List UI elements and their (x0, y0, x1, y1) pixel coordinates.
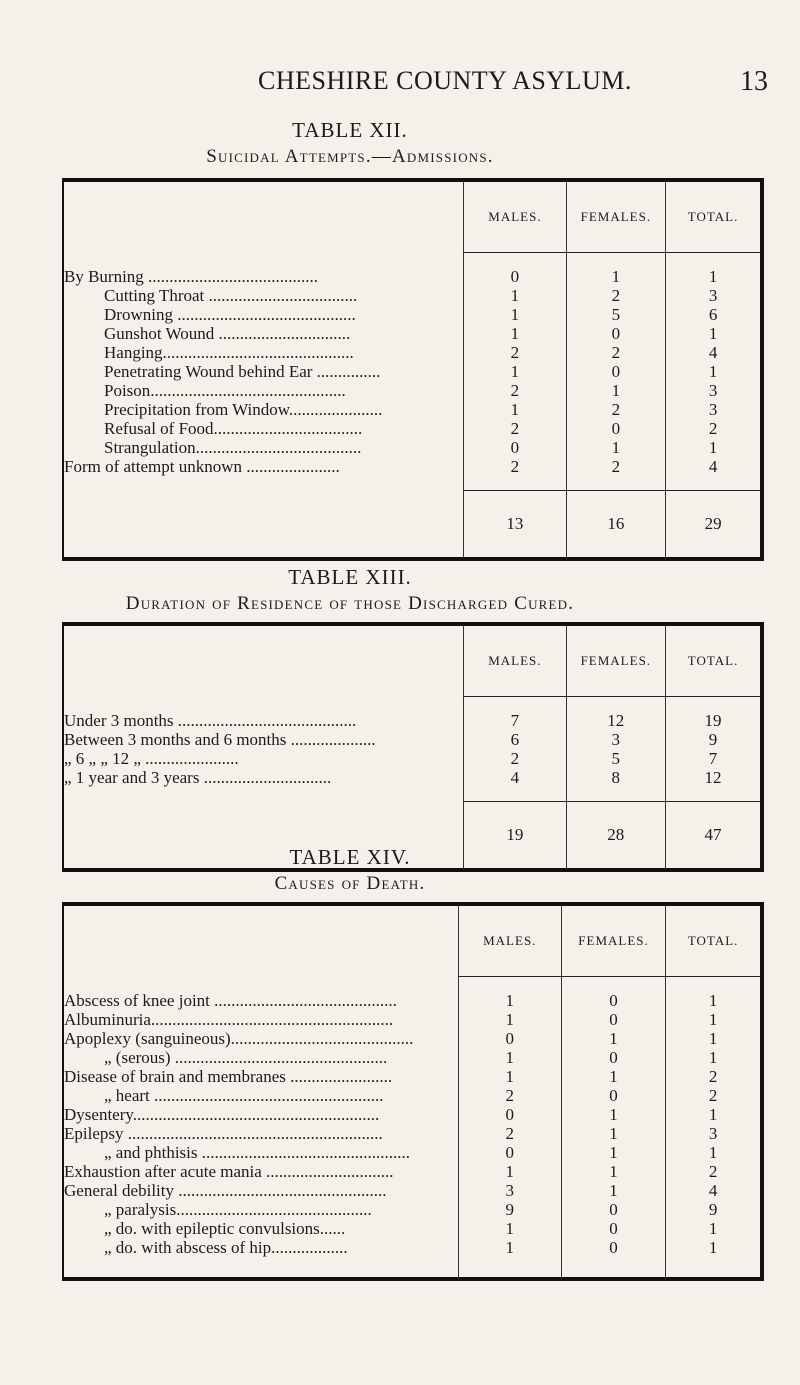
females-value: 1 (561, 1162, 665, 1181)
table-row (63, 324, 762, 343)
total-value: 2 (666, 1162, 762, 1181)
table-row (63, 438, 762, 457)
row-label: Apoplexy (sanguineous)........................................... (64, 1029, 414, 1048)
females-value: 1 (561, 1029, 665, 1048)
table-row (63, 1086, 762, 1105)
females-value: 5 (566, 749, 666, 768)
table-xiii-header-males: MALES. (464, 624, 566, 697)
table-xii-body (63, 253, 762, 560)
total-value: 1 (666, 1143, 762, 1162)
table-row (63, 381, 762, 400)
table-xii-header-total: TOTAL. (666, 180, 762, 253)
females-value: 1 (566, 381, 666, 400)
table-row (63, 1010, 762, 1029)
total-value: 1 (666, 324, 762, 343)
table-row (63, 305, 762, 324)
males-value: 2 (464, 381, 566, 400)
males-value: 4 (464, 768, 566, 787)
males-value: 0 (464, 267, 566, 286)
table-row (63, 286, 762, 305)
table-xiv-subtitle: Causes of Death. (274, 873, 426, 894)
females-value: 1 (561, 1067, 665, 1086)
table-xiv-header-males: MALES. (458, 904, 561, 977)
total-value: 12 (666, 768, 762, 787)
row-label: „ do. with epileptic convulsions...... (104, 1219, 346, 1238)
total-value: 6 (666, 305, 762, 324)
row-label: Form of attempt unknown ...................... (64, 457, 340, 476)
row-label: „ 1 year and 3 years .............................. (64, 768, 332, 787)
table-xiii-blank-header (63, 624, 464, 697)
total-value: 3 (666, 400, 762, 419)
females-value: 1 (566, 438, 666, 457)
total-value: 1 (666, 1238, 762, 1257)
males-value: 1 (458, 1238, 561, 1257)
table-row (63, 1162, 762, 1181)
running-head (0, 66, 800, 106)
males-value: 6 (464, 730, 566, 749)
females-value: 5 (566, 305, 666, 324)
grand-total: 29 (666, 491, 762, 560)
table-row (63, 1238, 762, 1257)
total-value: 4 (666, 457, 762, 476)
table-row (63, 711, 762, 730)
totals-label-blank (63, 491, 464, 560)
males-value: 1 (458, 1162, 561, 1181)
females-value: 2 (566, 286, 666, 305)
total-value: 1 (666, 1219, 762, 1238)
females-value: 3 (566, 730, 666, 749)
table-row (63, 768, 762, 787)
grand-total: 47 (666, 802, 762, 871)
males-value: 1 (458, 1010, 561, 1029)
total-value: 1 (666, 267, 762, 286)
males-value: 0 (458, 1143, 561, 1162)
total-value: 2 (666, 1067, 762, 1086)
total-value: 1 (666, 1105, 762, 1124)
females-value: 1 (561, 1124, 665, 1143)
males-value: 2 (464, 343, 566, 362)
row-label: Hanging............................................. (104, 343, 354, 362)
table-xii-title: TABLE XII. (292, 118, 408, 142)
table-xii (62, 178, 764, 561)
row-label: General debility ................................................. (64, 1181, 387, 1200)
table-row (63, 1124, 762, 1143)
table-xiv (62, 902, 764, 1281)
females-value: 0 (561, 1048, 665, 1067)
males-value: 1 (458, 991, 561, 1010)
table-row (63, 1219, 762, 1238)
males-value: 2 (464, 749, 566, 768)
females-value: 0 (566, 362, 666, 381)
table-xiii (62, 622, 764, 872)
males-value: 0 (464, 438, 566, 457)
total-value: 4 (666, 1181, 762, 1200)
row-label: By Burning ........................................ (64, 267, 319, 286)
row-label: Precipitation from Window...................... (104, 400, 383, 419)
males-value: 1 (464, 286, 566, 305)
table-xii-blank-header (63, 180, 464, 253)
table-row (63, 1048, 762, 1067)
total-value: 1 (666, 991, 762, 1010)
males-value: 1 (458, 1067, 561, 1086)
males-value: 1 (464, 400, 566, 419)
females-value: 2 (566, 457, 666, 476)
row-label: „ 6 „ „ 12 „ ...................... (64, 749, 239, 768)
females-value: 1 (561, 1105, 665, 1124)
spacer-row (63, 697, 762, 712)
row-label: Epilepsy ............................................................ (64, 1124, 383, 1143)
row-label: Under 3 months .......................................... (64, 711, 357, 730)
table-xiv-blank-header (63, 904, 458, 977)
table-row (63, 1181, 762, 1200)
females-value: 0 (561, 1238, 665, 1257)
totals-row (63, 491, 762, 560)
females-value: 0 (566, 324, 666, 343)
total-value: 3 (666, 381, 762, 400)
table-xiii-header-females: FEMALES. (566, 624, 666, 697)
table-xiv-body (63, 977, 762, 1280)
total-value: 2 (666, 1086, 762, 1105)
total-value: 3 (666, 1124, 762, 1143)
males-value: 9 (458, 1200, 561, 1219)
females-value: 2 (566, 343, 666, 362)
females-value: 0 (561, 1219, 665, 1238)
table-row (63, 749, 762, 768)
females-value: 12 (566, 711, 666, 730)
total-value: 1 (666, 1029, 762, 1048)
females-value: 0 (561, 991, 665, 1010)
spacer-row (63, 1257, 762, 1271)
total-value: 1 (666, 1010, 762, 1029)
table-xiii-header-total: TOTAL. (666, 624, 762, 697)
females-value: 2 (566, 400, 666, 419)
females-value: 8 (566, 768, 666, 787)
total-value: 2 (666, 419, 762, 438)
table-row (63, 267, 762, 286)
table-row (63, 1200, 762, 1219)
spacer-row (63, 787, 762, 802)
males-value: 3 (458, 1181, 561, 1200)
males-value: 0 (458, 1105, 561, 1124)
males-value: 7 (464, 711, 566, 730)
table-xii-subtitle: Suicidal Attempts.—Admissions. (206, 146, 494, 167)
table-row (63, 457, 762, 476)
row-label: „ heart ...................................................... (104, 1086, 384, 1105)
males-value: 1 (464, 362, 566, 381)
males-value: 0 (458, 1029, 561, 1048)
females-value: 1 (561, 1143, 665, 1162)
table-xii-header-females: FEMALES. (566, 180, 666, 253)
total-value: 4 (666, 343, 762, 362)
row-label: Refusal of Food................................... (104, 419, 363, 438)
table-xiii-title: TABLE XIII. (288, 565, 412, 589)
table-xiv-header-females: FEMALES. (561, 904, 665, 977)
row-label: „ paralysis.............................................. (104, 1200, 372, 1219)
females-value: 1 (561, 1181, 665, 1200)
row-label: „ (serous) .................................................. (104, 1048, 388, 1067)
table-xiii-subtitle: Duration of Residence of those Discharged Cured. (125, 593, 575, 614)
females-value: 0 (561, 1010, 665, 1029)
table-row (63, 991, 762, 1010)
page-number: 13 (740, 66, 768, 97)
row-label: „ and phthisis ................................................. (104, 1143, 410, 1162)
total-value: 7 (666, 749, 762, 768)
males-value: 2 (458, 1086, 561, 1105)
table-row (63, 400, 762, 419)
table-row (63, 419, 762, 438)
table-xiv-title: TABLE XIV. (289, 845, 411, 869)
row-label: Abscess of knee joint ........................................... (64, 991, 397, 1010)
row-label: Gunshot Wound ............................... (104, 324, 351, 343)
row-label: Albuminuria......................................................... (64, 1010, 394, 1029)
total-value: 3 (666, 286, 762, 305)
spacer-row (63, 253, 762, 268)
total-value: 19 (666, 711, 762, 730)
table-xiv-header-total: TOTAL. (666, 904, 762, 977)
table-xii-header-males: MALES. (464, 180, 566, 253)
total-value: 1 (666, 1048, 762, 1067)
row-label: Penetrating Wound behind Ear ............... (104, 362, 381, 381)
table-row (63, 1067, 762, 1086)
females-value: 0 (561, 1200, 665, 1219)
spacer-row (63, 476, 762, 491)
total-value: 1 (666, 362, 762, 381)
table-xiii-body (63, 697, 762, 871)
total-value: 9 (666, 1200, 762, 1219)
males-total: 13 (464, 491, 566, 560)
row-label: „ do. with abscess of hip.................. (104, 1238, 348, 1257)
males-value: 2 (464, 419, 566, 438)
row-label: Drowning .......................................... (104, 305, 356, 324)
table-row (63, 362, 762, 381)
males-value: 1 (464, 305, 566, 324)
running-title: CHESHIRE COUNTY ASYLUM. (258, 66, 632, 95)
row-label: Disease of brain and membranes ........................ (64, 1067, 393, 1086)
row-label: Poison.............................................. (104, 381, 346, 400)
females-value: 1 (566, 267, 666, 286)
males-value: 2 (464, 457, 566, 476)
total-value: 9 (666, 730, 762, 749)
spacer-row (63, 977, 762, 992)
row-label: Cutting Throat ................................... (104, 286, 358, 305)
row-label: Exhaustion after acute mania .............................. (64, 1162, 394, 1181)
males-total: 19 (464, 802, 566, 871)
females-total: 28 (566, 802, 666, 871)
table-row (63, 343, 762, 362)
females-total: 16 (566, 491, 666, 560)
table-row (63, 730, 762, 749)
males-value: 1 (458, 1048, 561, 1067)
total-value: 1 (666, 438, 762, 457)
females-value: 0 (561, 1086, 665, 1105)
table-row (63, 1143, 762, 1162)
table-row (63, 1105, 762, 1124)
males-value: 2 (458, 1124, 561, 1143)
row-label: Dysentery.......................................................... (64, 1105, 380, 1124)
males-value: 1 (458, 1219, 561, 1238)
males-value: 1 (464, 324, 566, 343)
row-label: Between 3 months and 6 months .................... (64, 730, 376, 749)
row-label: Strangulation....................................... (104, 438, 362, 457)
table-row (63, 1029, 762, 1048)
females-value: 0 (566, 419, 666, 438)
spacer-row (63, 1271, 762, 1279)
